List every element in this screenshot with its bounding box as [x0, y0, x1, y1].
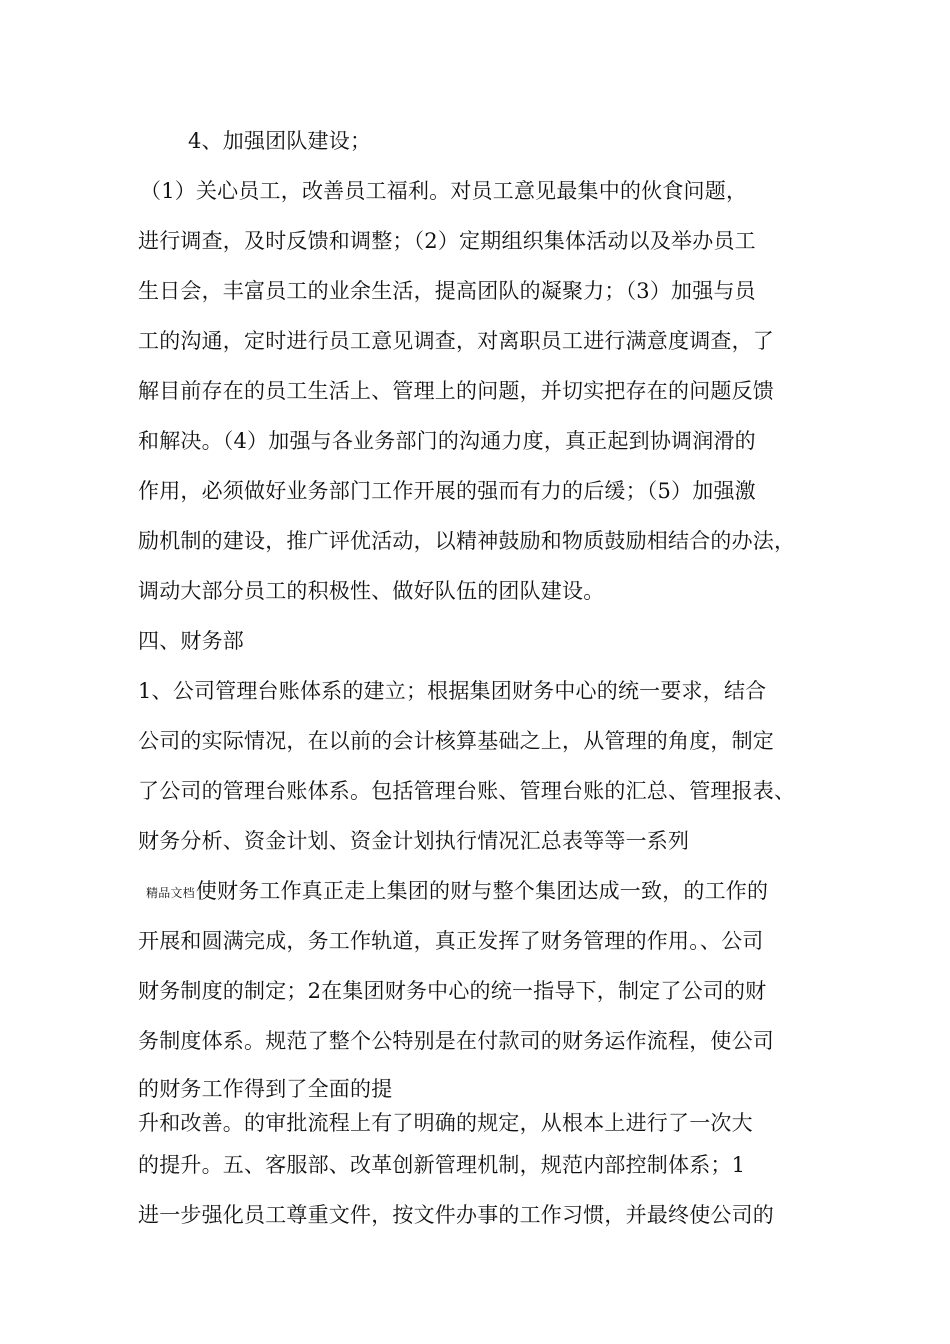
paragraph-line: 财务制度的制定；2在集团财务中心的统一指导下，制定了公司的财 [138, 979, 767, 1003]
paragraph-line: 1、公司管理台账体系的建立；根据集团财务中心的统一要求，结合 [138, 679, 767, 703]
paragraph-line: 的财务工作得到了全面的提 [138, 1077, 393, 1101]
paragraph-line: 开展和圆满完成，务工作轨道，真正发挥了财务管理的作用。、公司 [138, 929, 764, 953]
paragraph-line: 工的沟通，定时进行员工意见调查，对离职员工进行满意度调查，了 [138, 329, 774, 353]
paragraph-line-with-watermark [146, 878, 768, 907]
paragraph-line: 生日会，丰富员工的业余生活，提高团队的凝聚力；（3）加强与员 [138, 279, 756, 303]
paragraph-line: 公司的实际情况，在以前的会计核算基础之上，从管理的角度，制定 [138, 729, 774, 753]
paragraph-line: 的提升。五、客服部、改革创新管理机制，规范内部控制体系；1 [138, 1153, 746, 1177]
paragraph-line: 进一步强化员工尊重文件，按文件办事的工作习惯，并最终使公司的 [138, 1203, 774, 1227]
paragraph-line: 和解决。（4）加强与各业务部门的沟通力度，真正起到协调润滑的 [138, 429, 756, 453]
watermark-label: 精品文档 [146, 886, 195, 900]
paragraph-line: 了公司的管理台账体系。包括管理台账、管理台账的汇总、管理报表、 [138, 779, 796, 803]
heading-team-building: 4、加强团队建设； [188, 129, 372, 153]
paragraph-line: 务制度体系。规范了整个公特别是在付款司的财务运作流程，使公司 [138, 1029, 774, 1053]
paragraph-line: 作用，必须做好业务部门工作开展的强而有力的后缓；（5）加强激 [138, 479, 756, 503]
paragraph-line: 升和改善。的审批流程上有了明确的规定，从根本上进行了一次大 [138, 1111, 753, 1135]
paragraph-text: 使财务工作真正走上集团的财与整个集团达成一致，的工作的 [195, 879, 769, 903]
paragraph-line: 励机制的建设，推广评优活动，以精神鼓励和物质鼓励相结合的办法， [138, 529, 796, 553]
paragraph-line: （1）关心员工，改善员工福利。对员工意见最集中的伙食问题， [140, 179, 748, 203]
paragraph-line: 财务分析、资金计划、资金计划执行情况汇总表等等一系列 [138, 829, 690, 853]
section-heading-finance: 四、财务部 [138, 629, 244, 653]
paragraph-line: 解目前存在的员工生活上、管理上的问题，并切实把存在的问题反馈 [138, 379, 774, 403]
paragraph-line: 调动大部分员工的积极性、做好队伍的团队建设。 [138, 579, 605, 603]
paragraph-line: 进行调查，及时反馈和调整；（2）定期组织集体活动以及举办员工 [138, 229, 756, 253]
